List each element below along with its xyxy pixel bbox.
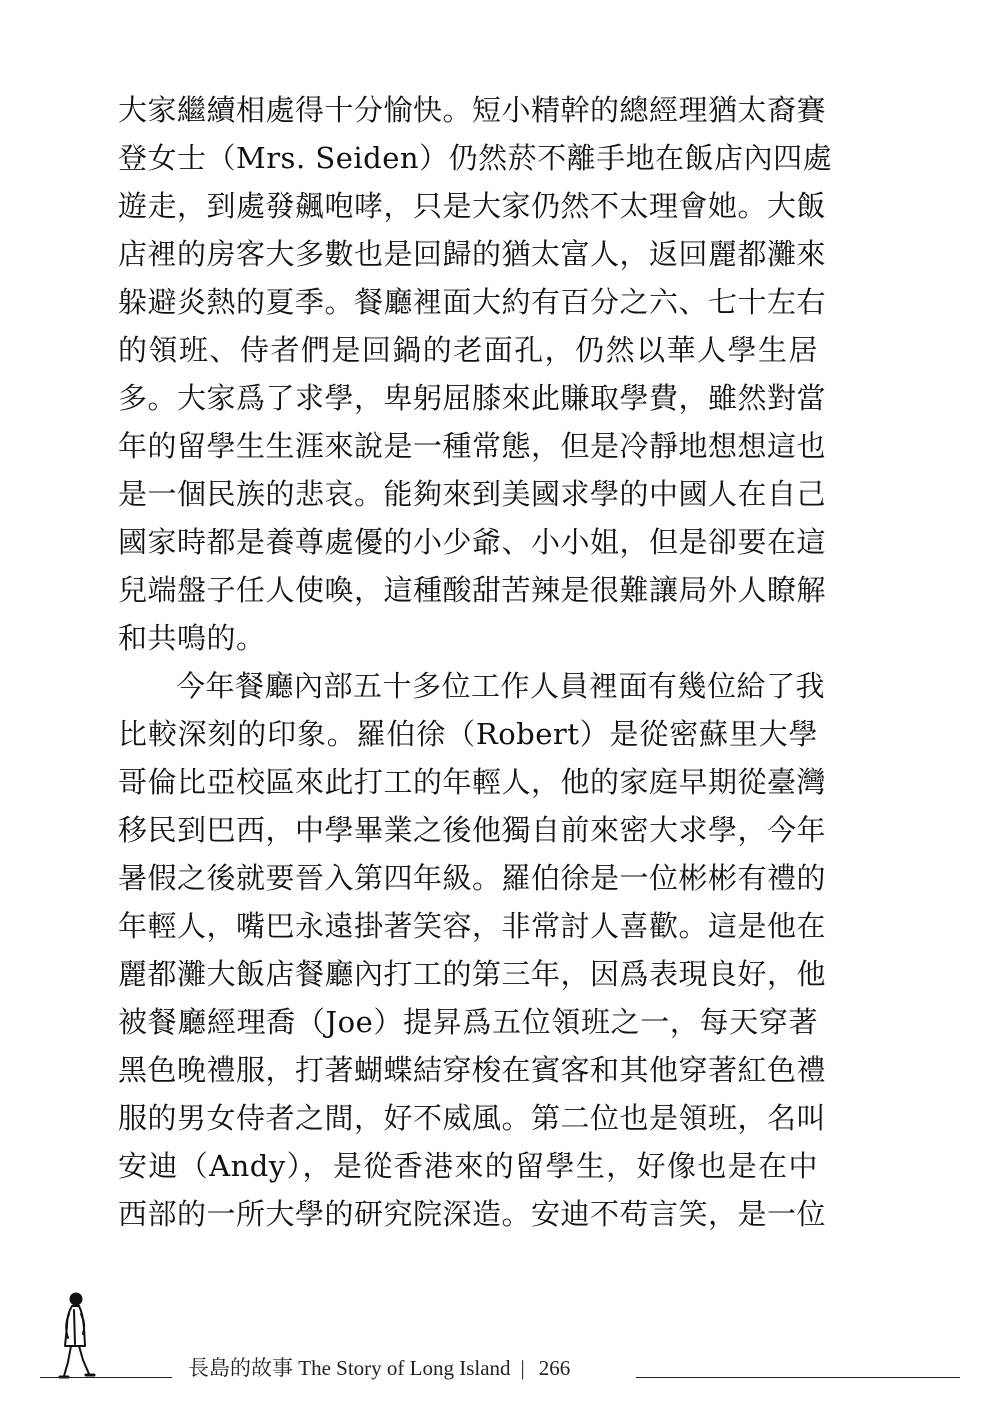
- text-line: 遊走，到處發飆咆哮，只是大家仍然不太理會她。大飯: [118, 189, 827, 223]
- footer-rule-left: [40, 1377, 172, 1378]
- text-line: 被餐廳經理喬（Joe）提昇爲五位領班之一，每天穿著: [118, 1005, 818, 1039]
- text-line: 大家繼續相處得十分愉快。短小精幹的總經理猶太裔賽: [118, 93, 827, 127]
- footer-rule-right: [636, 1377, 960, 1378]
- running-footer: [188, 1354, 570, 1382]
- paragraph-1: [118, 86, 833, 662]
- paragraph-2: [118, 662, 827, 1238]
- text-line: 登女士（Mrs. Seiden）仍然菸不離手地在飯店內四處: [118, 141, 833, 175]
- book-title: 長島的故事 The Story of Long Island: [188, 1356, 511, 1380]
- text-line: 店裡的房客大多數也是回歸的猶太富人，返回麗都灘來: [118, 237, 827, 271]
- text-line: 安迪（Andy），是從香港來的留學生，好像也是在中: [118, 1149, 818, 1183]
- text-line: 西部的一所大學的研究院深造。安迪不苟言笑，是一位: [118, 1197, 827, 1231]
- walking-man-icon: [52, 1290, 104, 1380]
- text-line: 今年餐廳內部五十多位工作人員裡面有幾位給了我: [176, 669, 826, 703]
- text-line: 暑假之後就要晉入第四年級。羅伯徐是一位彬彬有禮的: [118, 861, 827, 895]
- text-line: 躲避炎熱的夏季。餐廳裡面大約有百分之六、七十左右: [118, 285, 827, 319]
- text-line: 的領班、侍者們是回鍋的老面孔，仍然以華人學生居: [118, 333, 818, 367]
- text-line: 和共鳴的。: [118, 621, 266, 655]
- text-line: 兒端盤子任人使喚，這種酸甜苦辣是很難讓局外人瞭解: [118, 573, 827, 607]
- footer-separator: |: [520, 1356, 525, 1380]
- text-line: 移民到巴西，中學畢業之後他獨自前來密大求學，今年: [118, 813, 827, 847]
- text-line: 年輕人，嘴巴永遠掛著笑容，非常討人喜歡。這是他在: [118, 909, 827, 943]
- text-line: 麗都灘大飯店餐廳內打工的第三年，因爲表現良好，他: [118, 957, 827, 991]
- text-line: 服的男女侍者之間，好不威風。第二位也是領班，名叫: [118, 1101, 827, 1135]
- text-line: 哥倫比亞校區來此打工的年輕人，他的家庭早期從臺灣: [118, 765, 827, 799]
- text-line: 比較深刻的印象。羅伯徐（Robert）是從密蘇里大學: [118, 717, 818, 751]
- text-line: 年的留學生生涯來說是一種常態，但是冷靜地想想這也: [118, 429, 827, 463]
- text-line: 國家時都是養尊處優的小少爺、小小姐，但是卻要在這: [118, 525, 827, 559]
- page-number: 266: [538, 1356, 571, 1380]
- text-line: 黑色晚禮服，打著蝴蝶結穿梭在賓客和其他穿著紅色禮: [118, 1053, 827, 1087]
- text-line: 是一個民族的悲哀。能夠來到美國求學的中國人在自己: [118, 477, 827, 511]
- page-footer: [0, 1290, 1000, 1390]
- body-text: [118, 86, 833, 1238]
- text-line: 多。大家爲了求學，卑躬屈膝來此賺取學費，雖然對當: [118, 381, 827, 415]
